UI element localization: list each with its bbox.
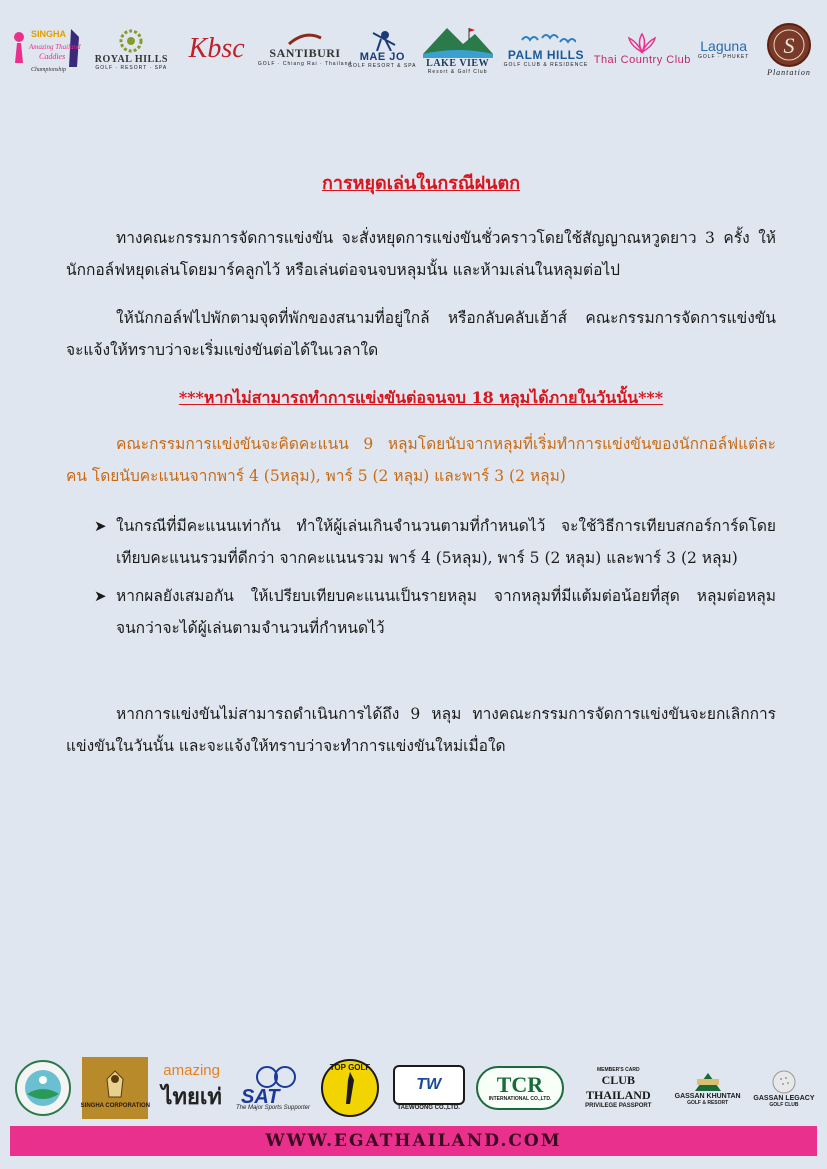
top-golf-service-logo: [317, 1058, 383, 1118]
paragraph-nine-hole-scoring: คณะกรรมการแข่งขันจะคิดคะแนน 9 หลุมโดยนับจากหลุมที่เริ่มทำการแข่งขันของนักกอล์ฟแต่ละคน โดยนับคะแนนจากพาร์ 4 (5หลุม), พาร์ 5 (2 หลุม) และพาร์ 3 (2 หลุม): [66, 435, 776, 485]
tcr-mark: TCR: [496, 1072, 544, 1097]
notice-incomplete-round: ***หากไม่สามารถทำการแข่งขันต่อจนจบ 18 หลุมได้ภายในวันนั้น***: [178, 388, 664, 407]
ega-seal-icon: [13, 1058, 73, 1118]
svg-text:Championship: Championship: [31, 67, 67, 73]
gassan-legacy-name: GASSAN LEGACY: [753, 1094, 815, 1102]
club-thailand-logo: [572, 1067, 664, 1109]
lake-view-mountain-icon: [423, 24, 493, 58]
list-item: [94, 510, 776, 574]
sat-caption: The Major Sports Supporter: [235, 1105, 310, 1111]
tw-mark: TW: [416, 1076, 442, 1093]
thai-tao-word: ไทยเท่: [161, 1085, 222, 1110]
gassan-khuntan-badge-icon: [693, 1071, 723, 1093]
club-thailand-caption: PRIVILEGE PASSPORT: [585, 1103, 652, 1109]
santiburi-sub: GOLF · Chiang Rai · Thailand: [257, 60, 353, 67]
gassan-legacy-caption: GOLF CLUB: [769, 1101, 799, 1108]
singha-corporation-logo: [82, 1057, 148, 1119]
royal-hills-logo: [94, 10, 168, 88]
maejo-name: MAE JO: [359, 51, 405, 63]
lake-view-sub: Resort & Golf Club: [427, 68, 488, 75]
ega-logo: [10, 1058, 76, 1118]
sat-rings-icon: [237, 1065, 309, 1105]
santiburi-logo: [257, 10, 353, 88]
header-logo-row: [0, 0, 827, 92]
paragraph-suspension-signal: ทางคณะกรรมการจัดการแข่งขัน จะสั่งหยุดการแข่งขันชั่วคราวโดยใช้สัญญาณหวูดยาว 3 ครั้ง ให้นักกอล์ฟหยุดเล่นโดยมาร์คลูกไว้ หรือเล่นต่อจนจบหลุมนั้น และห้ามเล่นในหลุมต่อไป: [66, 229, 776, 279]
maejo-logo: [348, 10, 417, 88]
royal-hills-sub: GOLF · RESORT · SPA: [95, 64, 168, 71]
gassan-khuntan-name: GASSAN KHUNTAN: [674, 1092, 741, 1100]
svg-text:SAT: SAT: [240, 1086, 280, 1105]
palm-hills-sub: GOLF CLUB & RESIDENCE: [503, 62, 589, 68]
taewoong-caption: TAEWOONG CO.,LTD.: [397, 1105, 460, 1111]
club-thailand-top: MEMBER'S CARD: [597, 1067, 640, 1073]
paragraph-shelter-instructions: ให้นักกอล์ฟไปพักตามจุดที่พักของสนามที่อยู่ใกล้ หรือกลับคลับเฮ้าส์ คณะกรรมการจัดการแข่งขันจะแจ้งให้ทราบว่าจะเริ่มแข่งขันต่อได้ในเวลาใด: [66, 309, 776, 359]
rain-delay-document: [66, 160, 776, 762]
amazing-word: amazing: [163, 1062, 220, 1079]
palm-hills-name: PALM HILLS: [507, 48, 585, 62]
kbsc-name: Kbsc: [188, 33, 245, 64]
tiebreak-rule-text: ในกรณีที่มีคะแนนเท่ากัน ทำให้ผู้เล่นเกินจำนวนตามที่กำหนดไว้ จะใช้วิธีการเทียบสกอร์การ์ดโดยเทียบคะแนนรวมที่ดีกว่า จากคะแนนรวม พาร์ 4 (5หลุม), พาร์ 5 (2 หลุม) และพาร์ 3 (2 หลุม): [116, 517, 776, 567]
maejo-golfer-icon: [367, 29, 397, 51]
laguna-logo: [695, 10, 753, 88]
lotus-icon: [625, 32, 659, 54]
footer-bar: [10, 1126, 817, 1156]
list-item: [94, 580, 776, 644]
lake-view-logo: [420, 10, 496, 88]
singha-wordmark: SINGHA: [31, 29, 67, 39]
singha-corporation-caption: SINGHA CORPORATION: [80, 1103, 150, 1109]
palm-hills-birds-icon: [516, 30, 576, 48]
arrow-bullet-icon: ➤: [94, 587, 107, 605]
tcr-logo: [474, 1066, 566, 1110]
plantation-seal-letter: S: [783, 32, 795, 58]
plantation-sub: Plantation: [767, 67, 811, 77]
palm-hills-logo: [502, 10, 590, 88]
svg-text:Amazing Thailand: Amazing Thailand: [29, 43, 81, 51]
top-golf-badge-icon: [320, 1058, 380, 1118]
santiburi-name: SANTIBURI: [269, 45, 341, 60]
gassan-legacy-logo: [751, 1069, 817, 1108]
svg-text:Caddies: Caddies: [39, 52, 66, 61]
santiburi-swoosh-icon: [285, 32, 325, 46]
laguna-name: Laguna: [700, 38, 747, 54]
kbsc-logo: [175, 10, 259, 88]
singha-lion-icon: [97, 1067, 133, 1103]
footer-website-link[interactable]: WWW.EGATHAILAND.COM: [265, 1131, 562, 1151]
singha-caddies-logo: [8, 10, 88, 88]
gassan-khuntan-caption: GOLF & RESORT: [687, 1099, 729, 1106]
top-golf-caption: TOP GOLF: [330, 1063, 371, 1072]
paragraph-cancellation: หากการแข่งขันไม่สามารถดำเนินการได้ถึง 9 หลุม ทางคณะกรรมการจัดการแข่งขันจะยกเลิกการแข่งขันในวันนั้น และจะแจ้งให้ทราบว่าจะทำการแข่งขันใหม่เมื่อใด: [66, 705, 776, 755]
arrow-bullet-icon: ➤: [94, 517, 107, 535]
sponsor-logo-row: [0, 1052, 827, 1124]
lake-view-name: LAKE VIEW: [426, 57, 490, 69]
club-thailand-name: CLUB THAILAND: [585, 1073, 651, 1102]
tiebreak-rule-text: หากผลยังเสมอกัน ให้เปรียบเทียบคะแนนเป็นรายหลุม จากหลุมที่มีแต้มต่อน้อยที่สุด หลุมต่อหลุม จนกว่าจะได้ผู้เล่นตามจำนวนที่กำหนดไว้: [116, 587, 776, 637]
thai-country-club-logo: [593, 10, 691, 88]
taewoong-logo: [390, 1065, 468, 1111]
plantation-logo: [759, 10, 819, 88]
amazing-thailand-logo: [155, 1062, 229, 1114]
maejo-sub: GOLF RESORT & SPA: [348, 63, 417, 69]
tcr-caption: INTERNATIONAL CO.,LTD.: [488, 1096, 552, 1102]
royal-hills-emblem-icon: [118, 28, 144, 54]
tiebreak-rules-list: [94, 510, 776, 644]
document-title: การหยุดเล่นในกรณีฝนตก: [321, 173, 521, 194]
thai-country-club-name: Thai Country Club: [593, 54, 691, 66]
golf-ball-icon: [771, 1069, 797, 1095]
plantation-seal-icon: [766, 22, 812, 68]
sat-logo: [235, 1065, 311, 1111]
royal-hills-name: ROYAL HILLS: [94, 53, 168, 65]
gassan-khuntan-logo: [671, 1071, 745, 1106]
singha-golfer-icon: [9, 23, 87, 75]
laguna-sub: GOLF · PHUKET: [697, 54, 750, 60]
